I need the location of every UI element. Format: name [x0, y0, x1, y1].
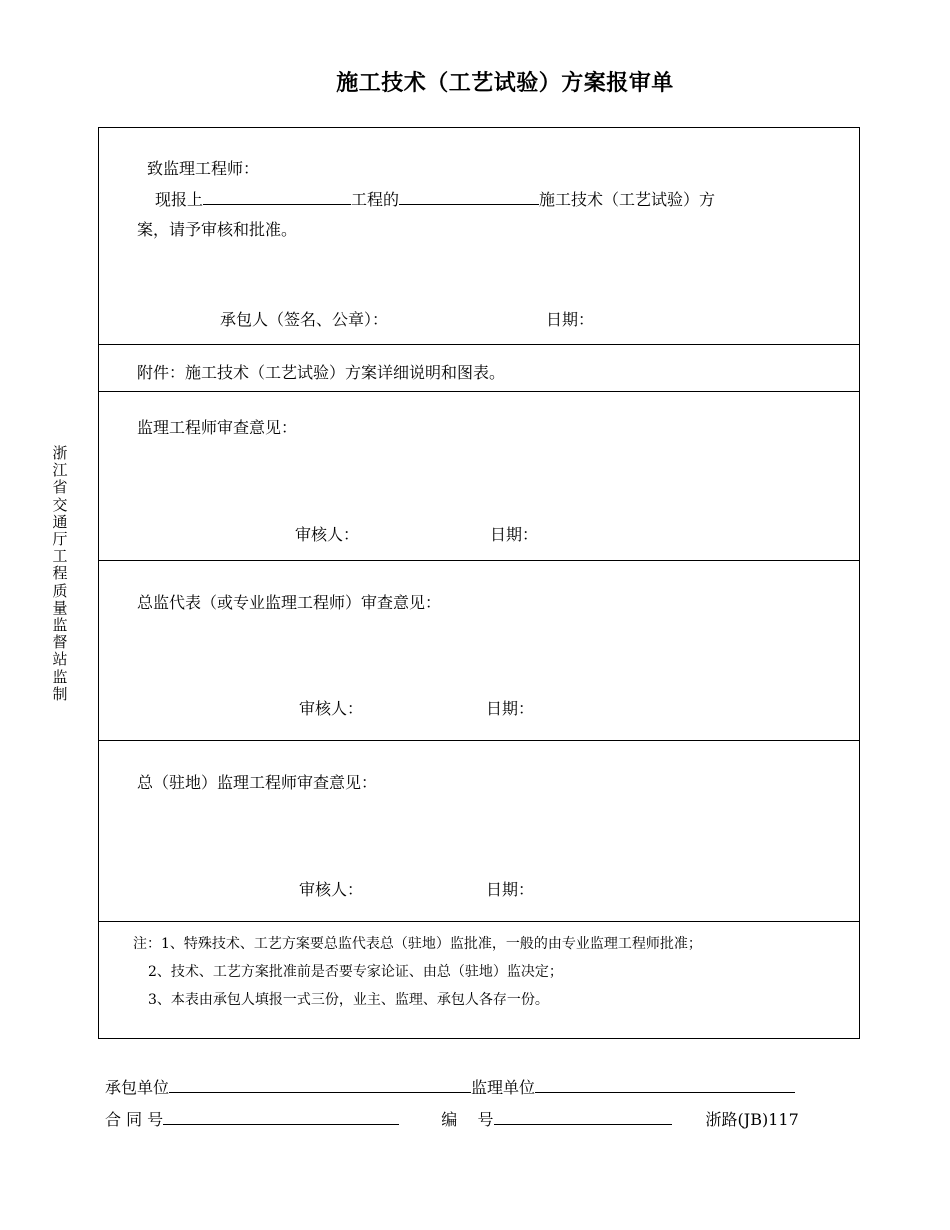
- form-code: 浙路(JB)117: [705, 1110, 799, 1129]
- serial-number-field[interactable]: [494, 1108, 672, 1125]
- submission-line-2: 案，请予审核和批准。: [137, 220, 298, 239]
- divider: [99, 921, 859, 922]
- contractor-date-label: 日期：: [546, 310, 595, 329]
- supervisor-unit-field[interactable]: [535, 1076, 795, 1093]
- submit-middle: 工程的: [351, 190, 400, 209]
- contractor-unit-field[interactable]: [169, 1076, 471, 1093]
- submission-line-1: [155, 187, 715, 210]
- engineer-reviewer-label: 审核人：: [295, 525, 360, 544]
- engineer-review-heading: 监理工程师审查意见：: [137, 418, 298, 437]
- attachment-note: 附件：施工技术（工艺试验）方案详细说明和图表。: [137, 363, 506, 382]
- deputy-review-heading: 总监代表（或专业监理工程师）审查意见：: [137, 593, 442, 612]
- contractor-unit-label: 承包单位: [105, 1078, 170, 1097]
- supervisor-unit-label: 监理单位: [471, 1078, 536, 1097]
- divider: [99, 740, 859, 741]
- note-2: 2、技术、工艺方案批准前是否要专家论证、由总（驻地）监决定；: [148, 964, 563, 980]
- chief-review-heading: 总（驻地）监理工程师审查意见：: [137, 773, 378, 792]
- deputy-reviewer-label: 审核人：: [299, 699, 364, 718]
- contract-number-field[interactable]: [163, 1108, 399, 1125]
- submit-prefix: 现报上: [155, 190, 204, 209]
- serial-number-label: 编 号: [441, 1110, 494, 1129]
- note-1: 注：1、特殊技术、工艺方案要总监代表总（驻地）监批准，一般的由专业监理工程师批准；: [133, 936, 702, 952]
- divider: [99, 391, 859, 392]
- engineer-review-date-label: 日期：: [490, 525, 539, 544]
- divider: [99, 344, 859, 345]
- addressee: 致监理工程师：: [147, 159, 260, 178]
- chief-review-date-label: 日期：: [486, 880, 535, 899]
- contractor-signature-label: 承包人（签名、公章）：: [220, 310, 389, 329]
- chief-reviewer-label: 审核人：: [299, 880, 364, 899]
- contract-number-label: 合 同 号: [105, 1110, 164, 1129]
- deputy-review-date-label: 日期：: [486, 699, 535, 718]
- submit-suffix: 施工技术（工艺试验）方: [539, 190, 716, 209]
- footer-line-2: [105, 1107, 799, 1130]
- footer-line-1: [105, 1075, 795, 1098]
- scheme-name-field[interactable]: [399, 188, 539, 205]
- note-3: 3、本表由承包人填报一式三份，业主、监理、承包人各存一份。: [148, 992, 549, 1008]
- issuer-vertical-text: 浙江省交通厅工程质量监督站监制: [52, 444, 68, 703]
- form-title: 施工技术（工艺试验）方案报审单: [336, 71, 674, 96]
- divider: [99, 560, 859, 561]
- approval-form-table: [98, 127, 860, 1039]
- project-name-field[interactable]: [203, 188, 351, 205]
